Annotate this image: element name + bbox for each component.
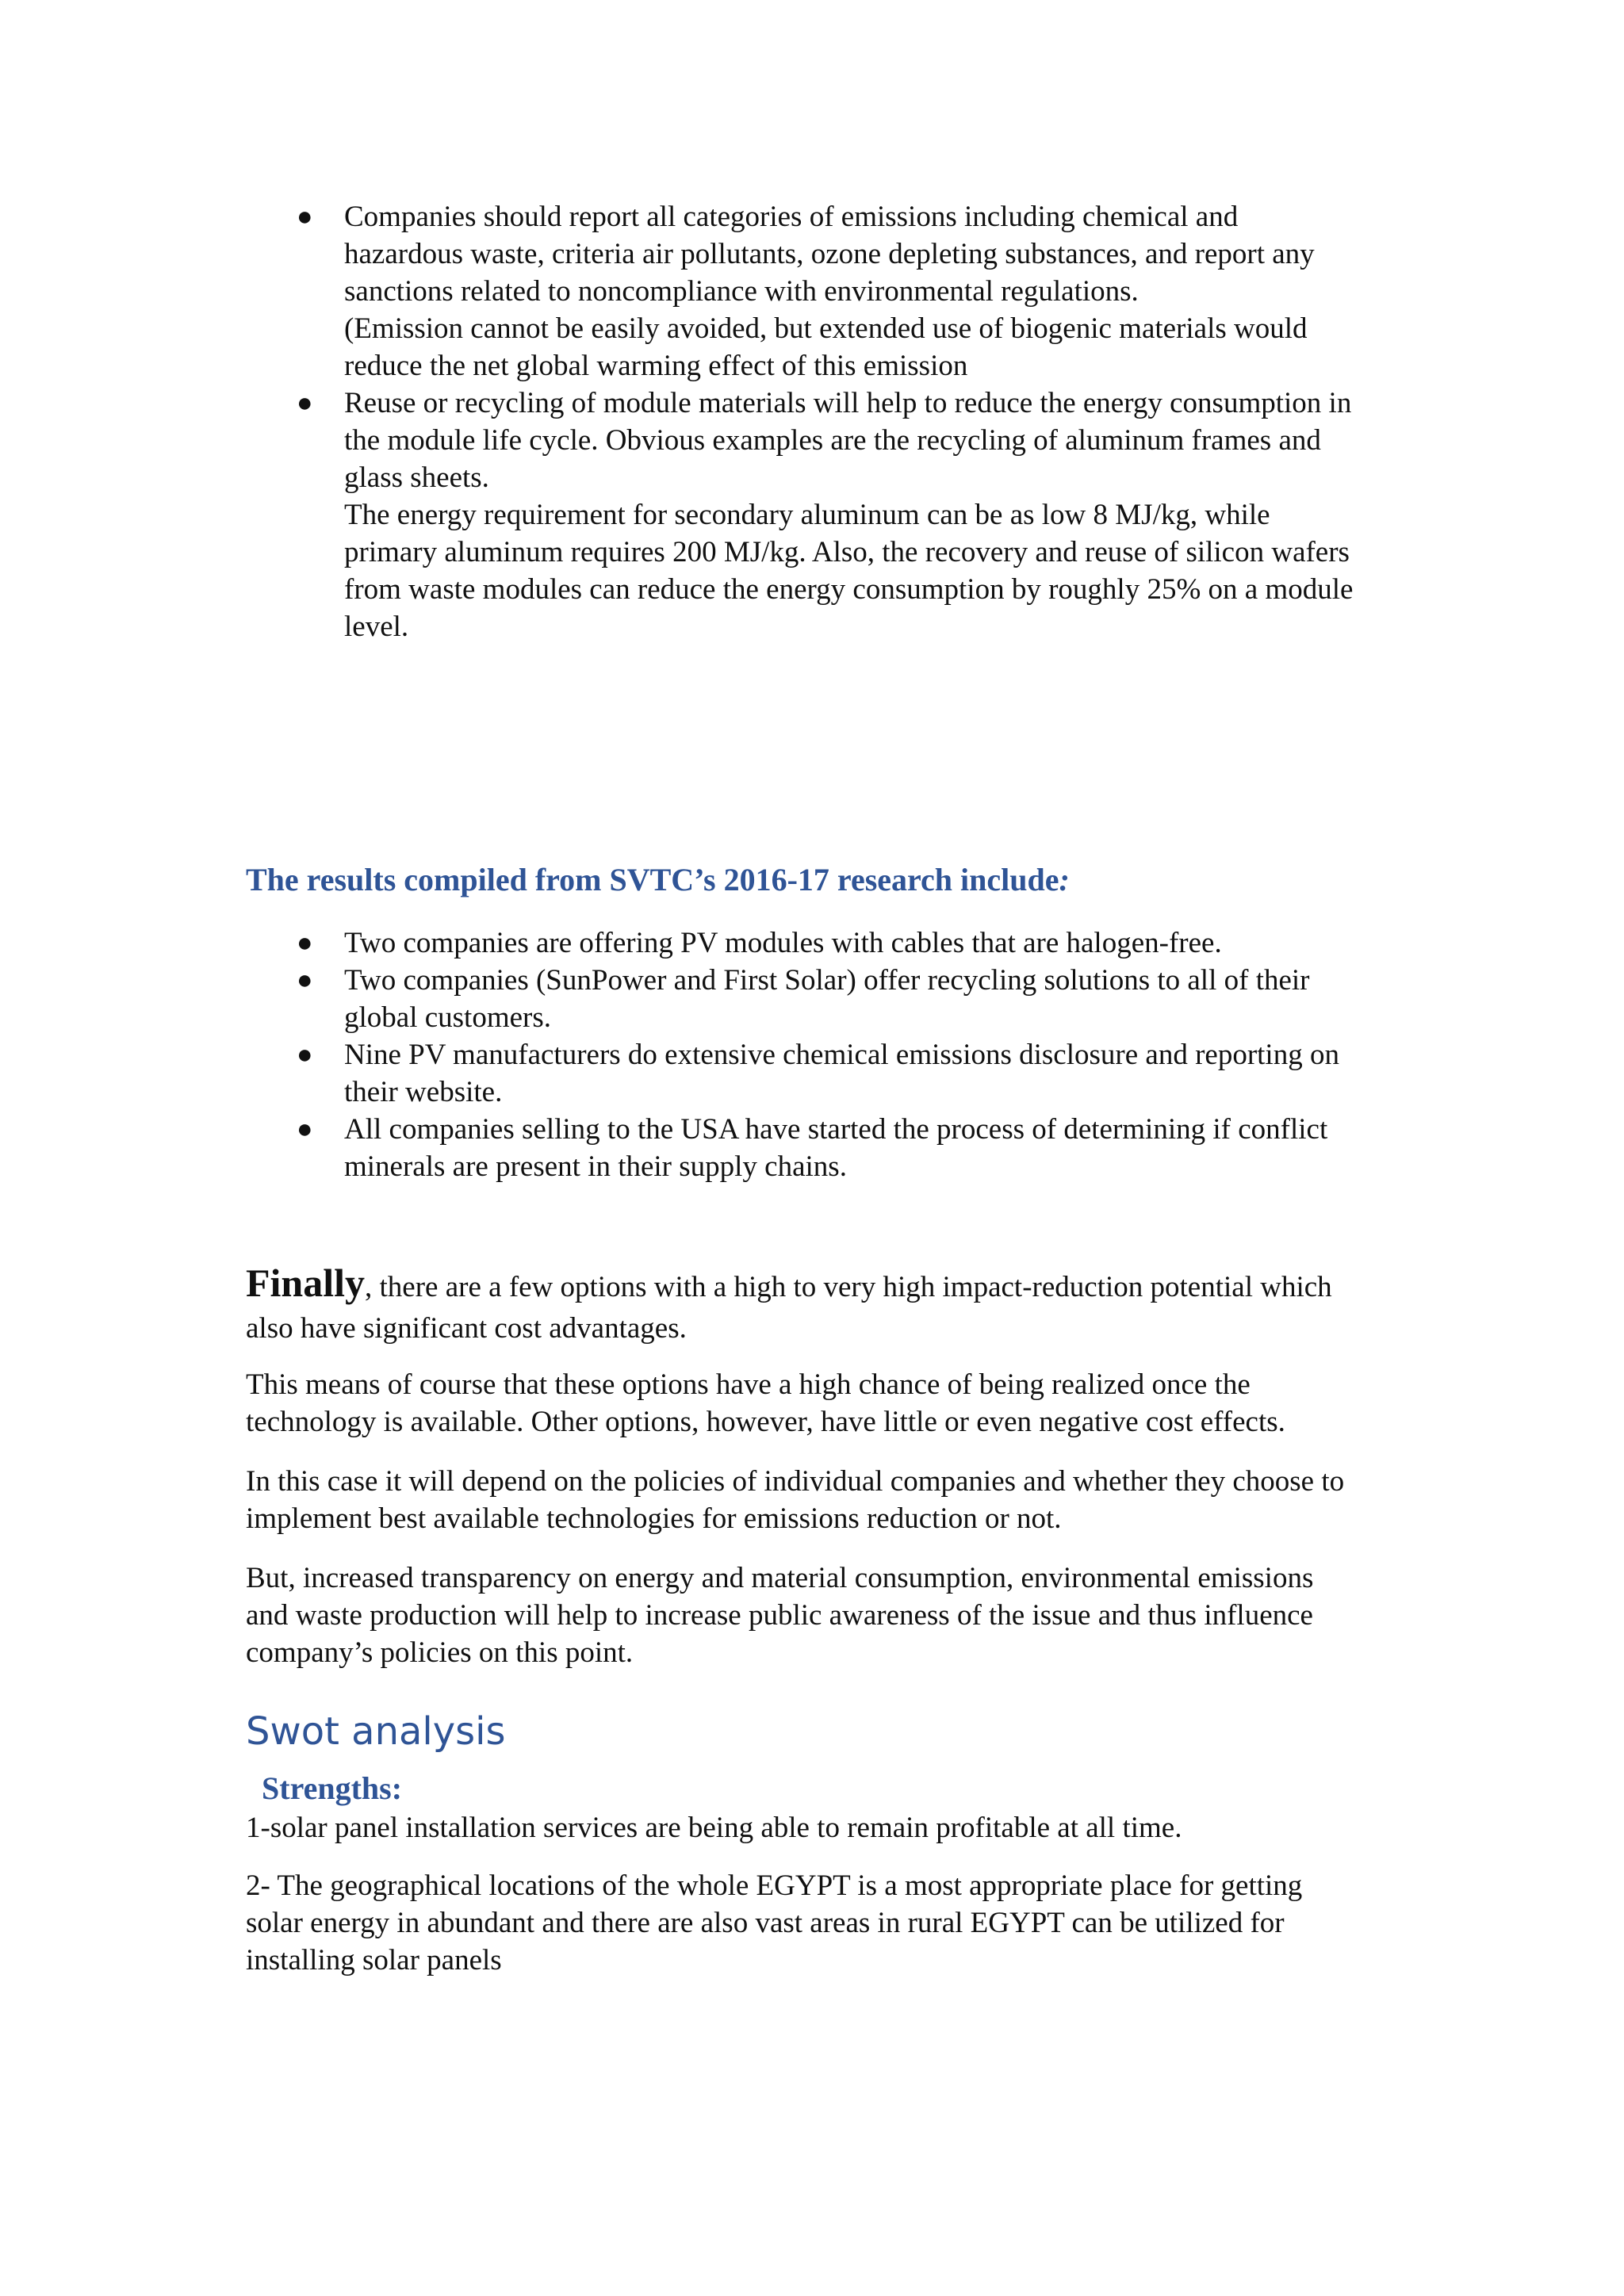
bullet-icon: ●: [297, 1115, 313, 1144]
paragraph: This means of course that these options have a high chance of being realized once the technology is available. Other options, however, have little or even negative cost effects.: [246, 1368, 1285, 1438]
results-heading: The results compiled from SVTC’s 2016-17 research include:: [246, 862, 1070, 897]
strengths-heading: Strengths:: [262, 1770, 403, 1806]
bullet-icon: ●: [297, 966, 313, 995]
strength-item: 2- The geographical locations of the whole EGYPT is a most appropriate place for getting solar energy in abundant and there are also vast areas in rural EGYPT can be utilized for installing solar panels: [246, 1869, 1303, 1976]
paragraph: But, increased transparency on energy and material consumption, environmental emissions and waste production will help to increase public awareness of the issue and thus influence company’s policies on this point.: [246, 1562, 1314, 1669]
results-bullet-list: [297, 924, 1383, 1185]
finally-paragraph: Finally, there are a few options with a high to very high impact-reduction potential which also have significant cost advantages.: [246, 1261, 1332, 1345]
strength-item: 1-solar panel installation services are being able to remain profitable at all time.: [246, 1812, 1182, 1844]
swot-heading: Swot analysis: [246, 1709, 506, 1754]
bullet-icon: ●: [297, 202, 313, 232]
list-item: ● All companies selling to the USA have started the process of determining if conflict minerals are present in their supply chains.: [344, 1111, 1383, 1185]
bullet-icon: ●: [297, 1040, 313, 1070]
list-item: ● Reuse or recycling of module materials will help to reduce the energy consumption in the module life cycle. Obvious examples are the recycling of aluminum frames and glass sheets. The energy requirement for secondary aluminum can be as low 8 MJ/kg, while primary aluminum requires 200 MJ/kg. Also, the recovery and reuse of silicon wafers from waste modules can reduce the energy consumption by roughly 25% on a module level.: [344, 385, 1383, 645]
list-item: ● Nine PV manufacturers do extensive chemical emissions disclosure and reporting on their website.: [344, 1036, 1383, 1111]
list-item: ● Two companies (SunPower and First Solar) offer recycling solutions to all of their global customers.: [344, 962, 1383, 1036]
paragraph: In this case it will depend on the policies of individual companies and whether they choose to implement best available technologies for emissions reduction or not.: [246, 1465, 1345, 1535]
emissions-bullet-list: [297, 198, 1383, 645]
finally-lead: Finally: [246, 1261, 366, 1305]
bullet-icon: ●: [297, 388, 313, 418]
bullet-icon: ●: [297, 928, 313, 958]
list-item: ● Two companies are offering PV modules with cables that are halogen-free.: [344, 924, 1383, 962]
list-item: ● Companies should report all categories of emissions including chemical and hazardous waste, criteria air pollutants, ozone depleting substances, and report any sanctions related to noncompliance with environmental regulations. (Emission cannot be easily avoided, but extended use of biogenic materials would reduce the net global warming effect of this emission: [344, 198, 1383, 385]
